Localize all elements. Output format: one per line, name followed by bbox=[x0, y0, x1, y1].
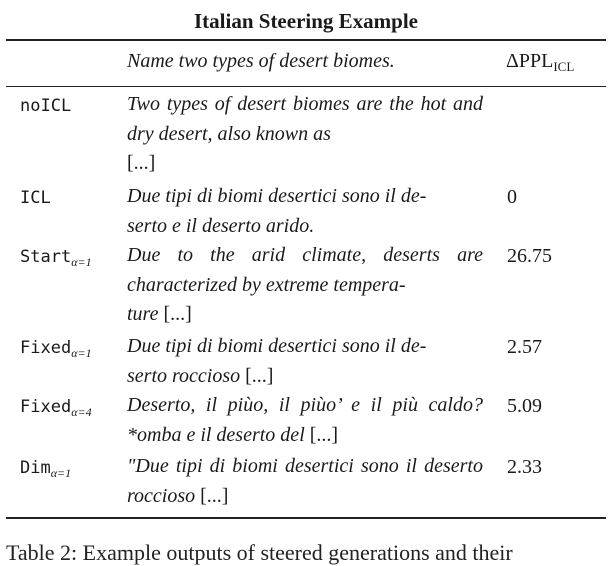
row-label-text: Fixed bbox=[20, 338, 72, 358]
bottom-rule bbox=[6, 517, 606, 519]
row-text-part: serto roccioso bbox=[127, 364, 241, 387]
row-text bbox=[127, 182, 483, 241]
metric-header bbox=[506, 50, 574, 75]
table-caption: Table 2: Example outputs of steered generations and their bbox=[6, 540, 513, 565]
row-text-tail: [...] bbox=[309, 423, 339, 446]
row-label-text: ICL bbox=[20, 188, 51, 208]
row-label-sub: α=1 bbox=[71, 346, 92, 360]
row-value: 0 bbox=[507, 186, 517, 208]
row-label bbox=[20, 247, 92, 270]
row-label-sub: α=1 bbox=[71, 255, 92, 269]
metric-header-sub: ICL bbox=[553, 59, 575, 74]
row-text-part: Due tipi di biomi desertici sono il de- bbox=[127, 335, 427, 357]
row-text-part: "Due tipi di biomi desertici sono il deserto roccioso bbox=[127, 455, 483, 507]
row-text bbox=[127, 90, 483, 179]
row-text-part: ture bbox=[127, 303, 159, 325]
row-label bbox=[20, 397, 92, 420]
row-text-part: Deserto, il piùo, il piùo’ e il più caldo? *omba e il deserto del bbox=[127, 394, 483, 446]
row-value: 5.09 bbox=[507, 395, 542, 417]
row-value: 2.33 bbox=[507, 456, 542, 478]
row-label bbox=[20, 96, 71, 116]
prompt-header: Name two types of desert biomes. bbox=[127, 50, 395, 72]
row-text bbox=[127, 452, 483, 511]
row-text-tail: [...] bbox=[127, 152, 156, 174]
row-value: 26.75 bbox=[507, 245, 552, 267]
row-label bbox=[20, 458, 71, 481]
row-label-sub: α=1 bbox=[50, 466, 72, 480]
row-label-text: Dim bbox=[20, 458, 51, 478]
row-text-tail: [...] bbox=[163, 303, 192, 325]
metric-header-base: ΔPPL bbox=[506, 50, 554, 72]
row-text-part: Due tipi di biomi desertici sono il de- bbox=[127, 185, 427, 207]
table-title: Italian Steering Example bbox=[194, 9, 418, 33]
row-text bbox=[127, 332, 483, 391]
row-label-sub: α=4 bbox=[71, 405, 92, 419]
row-text bbox=[127, 241, 483, 330]
top-rule bbox=[6, 39, 606, 41]
header-rule bbox=[6, 86, 606, 87]
row-label bbox=[20, 338, 92, 361]
row-text-tail: [...] bbox=[245, 364, 274, 387]
row-label-text: Fixed bbox=[20, 397, 72, 417]
row-value: 2.57 bbox=[507, 336, 542, 358]
row-text-part: Due to the arid climate, deserts are characterized by extreme tempera- bbox=[127, 244, 483, 296]
row-text-part: Two types of desert biomes are the hot and dry desert, also known as bbox=[127, 93, 483, 145]
row-label-text: Start bbox=[20, 247, 72, 267]
row-label bbox=[20, 188, 51, 208]
row-text bbox=[127, 391, 483, 450]
row-label-text: noICL bbox=[20, 96, 72, 116]
row-text-tail: [...] bbox=[200, 484, 229, 507]
row-text-part: serto e il deserto arido. bbox=[127, 214, 315, 237]
